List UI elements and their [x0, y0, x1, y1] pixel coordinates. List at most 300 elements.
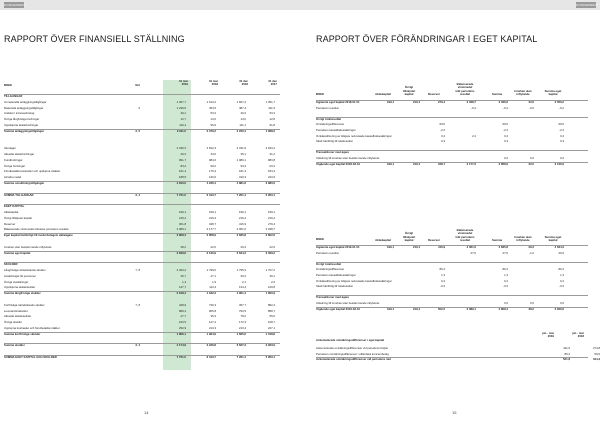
- cell-value: 53,3: [210, 111, 216, 116]
- cell-value: 188,5: [179, 175, 186, 180]
- col-header-c7: Summa eget kapital: [544, 88, 562, 96]
- table-row: [316, 145, 588, 149]
- cell-value: 55,0: [269, 314, 275, 319]
- cell-value: 93,3: [240, 163, 246, 168]
- row-label: Summa anläggningstillgångar: [4, 128, 44, 133]
- cell-value: 219,4: [413, 306, 420, 311]
- table-row: [4, 227, 280, 231]
- row-label: Summa omsättningstillgångar: [4, 181, 45, 185]
- row-label: Upplupna kostnader och förutbetalda intäkter: [4, 326, 60, 330]
- cell-value: 2 061,6: [236, 227, 246, 232]
- cell-value: 2,2: [472, 133, 476, 138]
- cell-value: 502,0: [438, 306, 445, 311]
- row-divider: [4, 251, 280, 252]
- row-label: Periodens resultat: [316, 250, 339, 255]
- cell-value: 38,2: [528, 306, 534, 311]
- cell-value: 1 968,3: [265, 128, 275, 133]
- cell-value: 2 946,8: [206, 343, 216, 348]
- cell-value: 53,3: [269, 111, 275, 116]
- cell-value: 310,3: [239, 175, 246, 180]
- table-row: [4, 100, 280, 104]
- row-label: Innehav utan bestämmande inflytande: [4, 244, 52, 249]
- row-label: Skatt hänförlig till totalresultat: [316, 284, 353, 289]
- cell-value: 214,3: [209, 326, 216, 330]
- cell-value: -6,2: [559, 105, 564, 110]
- table-row: [4, 210, 280, 214]
- row-label: Övrigt tillskjutet kapital: [4, 215, 32, 220]
- row-note: 3, 5: [135, 128, 140, 133]
- row-label: Periodens omräkningsdifferenser i utländska koncernbolag: [316, 351, 389, 356]
- col-header-c7: Summa eget kapital: [544, 234, 562, 242]
- cell-value: 0,0: [504, 301, 508, 305]
- cell-value: 199,1: [179, 210, 186, 214]
- cell-value: 69,5: [558, 122, 564, 127]
- cell-value: 110,4: [179, 123, 186, 127]
- cell-value: 78,2: [240, 314, 246, 319]
- table-row: [316, 251, 588, 255]
- cell-value: 29,3: [528, 245, 534, 249]
- cell-value: 31,2: [269, 152, 275, 156]
- cell-value: 172,3: [239, 320, 246, 325]
- cell-value: 1 964,9: [206, 331, 216, 336]
- cell-value: 793,5: [239, 308, 246, 313]
- row-divider: [4, 181, 280, 182]
- cell-value: 1 707,2: [265, 268, 275, 272]
- table-row: [4, 338, 280, 342]
- cell-value: 2 059,2: [554, 100, 564, 104]
- col-header-label: MSEK: [4, 83, 13, 87]
- cell-value: 279,4: [268, 221, 275, 226]
- page-title: RAPPORT ÖVER FINANSIELL STÄLLNING: [4, 34, 185, 44]
- cell-value: 30,3: [240, 273, 246, 278]
- cell-value: 1,3: [504, 273, 508, 277]
- cell-value: 2 177,7: [206, 227, 216, 232]
- row-label: EGET KAPITAL: [4, 204, 25, 209]
- row-divider: [316, 245, 588, 246]
- row-divider: [316, 307, 588, 308]
- row-divider: [316, 162, 588, 163]
- table-row: [4, 175, 280, 179]
- cell-value: 2 036,6: [498, 100, 508, 104]
- cell-value: 869,4: [179, 308, 186, 313]
- col-header-c3: Reserver: [428, 238, 440, 242]
- cell-value: 6 313,7: [206, 355, 216, 359]
- row-label: Utdelning till innehav utan bestämmande inflytande: [316, 156, 380, 160]
- cell-value: 2 812,3: [206, 146, 216, 151]
- cell-value: 2 089,1: [176, 227, 186, 232]
- cell-value: 199,1: [209, 210, 216, 214]
- row-label: Ackumulerade omräkningsdifferenser vid periodens slut: [316, 357, 392, 362]
- table-row: [316, 346, 600, 350]
- cell-value: 2,1: [242, 279, 246, 284]
- cell-value: 13,0: [240, 117, 246, 122]
- col-header-2018fy: 31 dec 2018: [239, 79, 248, 87]
- table-row: [316, 279, 588, 283]
- cell-value: 2 911,5: [176, 128, 186, 133]
- cell-value: 991,7: [179, 157, 186, 162]
- cell-value: 983,8: [268, 157, 275, 162]
- cell-value: -6,4: [503, 105, 508, 110]
- row-label: Transaktioner med ägare: [316, 150, 350, 155]
- cell-value: 274,8: [593, 346, 600, 350]
- cell-value: 181,3: [239, 169, 246, 174]
- cell-value: 219,4: [268, 215, 275, 220]
- col-header-c1: Aktiekapital: [375, 238, 391, 242]
- row-label: Förutbetalda kostnader och upplupna intäkter: [4, 169, 61, 174]
- table-row: [4, 198, 280, 202]
- row-divider: [316, 295, 588, 296]
- cell-value: 184,4: [268, 169, 275, 174]
- cell-value: 13,0: [210, 117, 216, 122]
- row-divider: [4, 193, 280, 194]
- row-label: Kundfordringar: [4, 157, 23, 162]
- cell-value: 219,4: [239, 215, 246, 220]
- col-header-2017fy: 31 dec 2017: [268, 79, 277, 87]
- cell-value: 35,3: [210, 314, 216, 319]
- table-row: [4, 285, 280, 289]
- cell-value: 1 795,3: [236, 268, 246, 272]
- cell-value: 22,6: [528, 100, 534, 104]
- row-label: Omklassificering av tidigare redovisade kassaflödessäkringar: [316, 278, 392, 283]
- row-divider: [4, 355, 280, 356]
- cell-value: 130,0: [209, 175, 216, 180]
- cell-value: 348,7: [438, 161, 445, 166]
- cell-value: 984,0: [209, 157, 216, 162]
- page-number: 15: [452, 410, 457, 415]
- cell-value: 91,8: [269, 123, 275, 127]
- cell-value: -2,3: [440, 128, 445, 132]
- table-row: [4, 268, 280, 272]
- cell-value: 199,1: [239, 210, 246, 214]
- cell-value: 301,8: [179, 221, 186, 226]
- cell-value: 163,5: [179, 320, 186, 325]
- table-row: [4, 111, 280, 115]
- col-header-c2: Övrigt tillskjutet kapital: [402, 85, 416, 96]
- cell-value: -0,3: [559, 284, 564, 289]
- cell-value: 4 174,9: [176, 343, 186, 348]
- table-row: [4, 123, 280, 127]
- col-header-label-2: MSEK: [316, 237, 325, 241]
- table-row: [4, 326, 280, 330]
- row-label: Övriga fordringar: [4, 163, 25, 168]
- row-label: Summa eget kapital: [4, 250, 31, 255]
- table-row: [4, 169, 280, 173]
- cell-value: 2 634,3: [554, 245, 564, 249]
- table-row: [4, 309, 280, 313]
- header-bar: [300, 0, 600, 10]
- col-header-2018q1: 31 mar 2018: [208, 79, 218, 87]
- cell-value: 27,7: [180, 314, 186, 319]
- col-header-c1: Aktiekapital: [375, 92, 391, 96]
- col-header-c5: Summa: [491, 92, 503, 96]
- cell-value: 227,1: [268, 326, 275, 330]
- cell-value: 1 018,8: [265, 331, 275, 336]
- cell-value: 176,4: [209, 169, 216, 174]
- row-label: Periodens resultat: [316, 105, 339, 110]
- cell-value: 69,5: [502, 122, 508, 127]
- cell-value: 99,2: [210, 163, 216, 168]
- cell-value: 2 136,9: [554, 161, 564, 166]
- row-divider: [4, 233, 280, 234]
- cell-value: 2 808,4: [498, 306, 508, 311]
- row-label: Skatt hänförlig till totalresultat: [316, 139, 353, 144]
- table-row: [316, 122, 588, 126]
- row-label: Kortfristiga räntebärande skulder: [4, 302, 45, 307]
- cell-value: 27,5: [470, 250, 476, 255]
- table-row: [316, 128, 588, 132]
- cell-value: 1 665,6: [236, 331, 246, 336]
- table-row: [4, 239, 280, 243]
- row-label: Summa långfristiga skulder: [4, 291, 41, 296]
- col-header-c5: Summa: [491, 238, 503, 242]
- section-tag: KONCERNEN: [4, 3, 25, 7]
- cell-value: 2 331,9: [236, 146, 246, 151]
- cell-value: 134,4: [239, 285, 246, 290]
- cell-value: 5 953,1: [265, 355, 275, 359]
- cell-value: 0,0: [530, 156, 534, 160]
- cell-value: 1,3: [560, 273, 564, 277]
- cell-value: 416,9: [438, 245, 445, 249]
- row-label: Transaktioner med ägare: [316, 295, 350, 300]
- col-header-c6: Innehav utan inflytande: [514, 234, 532, 242]
- row-divider: [316, 357, 588, 358]
- cell-value: 2,0: [271, 279, 275, 284]
- right-page: [300, 0, 600, 424]
- row-divider: [316, 117, 588, 118]
- cell-value: -2,3: [559, 128, 564, 132]
- row-label: Likvida medel: [4, 175, 22, 180]
- cell-value: 34,0: [210, 152, 216, 156]
- row-label: SUMMA EGET KAPITAL OCH SKULDER: [4, 355, 57, 359]
- cell-value: 0,2: [441, 278, 445, 283]
- table-row: [316, 156, 588, 160]
- cell-value: -0,3: [503, 284, 508, 289]
- cell-value: 2 038,7: [466, 100, 476, 104]
- row-label: SUMMA TILLGÅNGAR: [4, 192, 34, 197]
- cell-value: 30,1: [269, 273, 275, 278]
- cell-value: -1,0: [529, 250, 534, 255]
- cell-value: 108,7: [268, 320, 275, 325]
- cell-value: -0,3: [440, 284, 445, 289]
- col-header-jan-mar-2018: jan - mar 2018: [572, 331, 584, 339]
- cell-value: 1 307,7: [176, 99, 186, 104]
- row-label: Summa skulder: [4, 343, 25, 348]
- row-note: 7, 8: [135, 268, 140, 272]
- cell-value: 213,4: [239, 326, 246, 330]
- cell-value: 96,9: [210, 123, 216, 127]
- cell-value: 69,5: [439, 122, 445, 127]
- cell-value: 3 980,6: [265, 181, 275, 185]
- table-row: [4, 256, 280, 260]
- cell-value: 348,7: [209, 221, 216, 226]
- cell-value: 2 029,2: [265, 250, 275, 255]
- table-row: [4, 152, 280, 156]
- col-header-c2: Övrigt tillskjutet kapital: [402, 231, 416, 242]
- cell-value: 199,1: [387, 161, 394, 166]
- cell-value: 0,3: [441, 139, 445, 144]
- table-row: [316, 256, 588, 260]
- row-label: Utgående eget kapital 2018-03-31: [316, 161, 360, 166]
- cell-value: 219,4: [179, 215, 186, 220]
- cell-value: 0,2: [504, 278, 508, 283]
- row-divider: [4, 343, 280, 344]
- cell-value: 4 236,4: [206, 181, 216, 185]
- cell-value: 2 634,3: [236, 250, 246, 255]
- cell-value: 243,6: [268, 175, 275, 180]
- cell-value: 411,6: [563, 346, 570, 350]
- row-label: Aktuella skatteskulder: [4, 314, 32, 319]
- cell-value: 5 953,1: [265, 192, 275, 197]
- row-divider: [316, 100, 588, 101]
- cell-value: 2 177,6: [466, 161, 476, 166]
- row-label: Omräkningsdifferenser: [316, 267, 345, 272]
- cell-value: 1 961,4: [236, 291, 246, 296]
- row-label: Aktiekapital: [4, 210, 19, 214]
- section-tag: KONCERNEN: [576, 3, 597, 7]
- table-row: [316, 111, 588, 115]
- col-header-c4: Balanserade vinstmedel inkl periodens resultat: [455, 81, 475, 97]
- cell-value: 69,5: [594, 351, 600, 356]
- cell-value: 2 802,6: [265, 233, 275, 238]
- cell-value: 49,1: [180, 111, 186, 116]
- cell-value: 2 089,1: [466, 306, 476, 311]
- cell-value: 521,8: [563, 357, 570, 362]
- cell-value: 852,2: [268, 302, 275, 307]
- cell-value: 22,6: [269, 244, 275, 249]
- cell-value: 111,1: [239, 123, 246, 127]
- cell-value: 2 858,9: [206, 233, 216, 238]
- cell-value: 2 923,9: [265, 343, 275, 348]
- row-label: Immateriella anläggningstillgångar: [4, 99, 47, 104]
- cell-value: 12,7: [180, 117, 186, 122]
- cell-value: 0,0: [504, 156, 508, 160]
- cell-value: 7 261,4: [236, 355, 246, 359]
- table-row: [4, 297, 280, 301]
- table-row: [4, 135, 280, 139]
- row-label: Periodens kassaflödessäkringar: [316, 128, 356, 132]
- table-row: [4, 245, 280, 249]
- col-header-note: Not: [135, 83, 140, 87]
- row-label: Varulager: [4, 146, 16, 151]
- cell-value: 2 643,4: [265, 146, 275, 151]
- cell-value: 344,3: [593, 357, 600, 362]
- row-label: Aktuella skattefordringar: [4, 152, 35, 156]
- cell-value: 2 858,9: [498, 161, 508, 166]
- table-row: [4, 303, 280, 307]
- table-row: [316, 284, 588, 288]
- cell-value: 0,0: [530, 301, 534, 305]
- cell-value: 219,4: [413, 161, 420, 166]
- cell-value: 0,2: [560, 278, 564, 283]
- cell-value: 2 808,4: [176, 233, 186, 238]
- cell-value: 2 079,2: [206, 128, 216, 133]
- cell-value: 1 080,1: [236, 157, 246, 162]
- cell-value: 7 261,4: [236, 192, 246, 197]
- cell-value: 27,5: [502, 250, 508, 255]
- cell-value: 1 942,3: [206, 291, 216, 296]
- cell-value: 2 618,4: [176, 291, 186, 296]
- row-label: Övrigt totalresultat: [316, 116, 342, 121]
- cell-value: 487,4: [239, 105, 246, 110]
- cell-value: 129,8: [268, 285, 275, 290]
- cell-value: 35,1: [240, 152, 246, 156]
- cell-value: 147,7: [179, 285, 186, 290]
- table-row: [4, 349, 280, 353]
- cell-value: 161,4: [179, 169, 186, 174]
- row-divider: [4, 262, 280, 263]
- cell-value: -0,6: [529, 105, 534, 110]
- header-bar: [0, 0, 300, 10]
- cell-value: 2 230,4: [236, 128, 246, 133]
- row-label: SKULDER: [4, 262, 18, 267]
- cell-value: 12,8: [269, 117, 275, 122]
- cell-value: 1 613,2: [206, 99, 216, 104]
- cell-value: 49,3: [240, 111, 246, 116]
- cell-value: 38,2: [180, 244, 186, 249]
- table-row: [316, 134, 588, 138]
- row-divider: [4, 204, 280, 205]
- cell-value: 279,4: [438, 100, 445, 104]
- row-label: Avsättningar till pensioner: [4, 273, 36, 278]
- cell-value: 0,2: [441, 133, 445, 138]
- cell-value: 7 721,5: [176, 192, 186, 197]
- table-row: [4, 216, 280, 220]
- cell-value: 40,3: [180, 152, 186, 156]
- cell-value: 86,4: [439, 267, 445, 272]
- table-row: [4, 274, 280, 278]
- cell-value: 0,2: [560, 133, 564, 138]
- cell-value: 2 403,4: [176, 268, 186, 272]
- cell-value: 858,7: [268, 308, 275, 313]
- cell-value: 3 627,3: [236, 343, 246, 348]
- row-note: 7, 8: [135, 302, 140, 307]
- row-divider: [316, 262, 588, 263]
- table-row: [4, 320, 280, 324]
- row-label: Leverantörsskulder: [4, 308, 28, 313]
- cell-value: 2 846,6: [176, 250, 186, 255]
- cell-value: 83,4: [180, 163, 186, 168]
- cell-value: 2 061,6: [466, 245, 476, 249]
- cell-value: 730,3: [209, 302, 216, 307]
- cell-value: 0,0: [560, 301, 564, 305]
- table-row: [4, 106, 280, 110]
- cell-value: 252,9: [179, 326, 186, 330]
- row-divider: [316, 150, 588, 151]
- cell-value: 4 810,0: [176, 181, 186, 185]
- col-header-jan-mar-2019: jan - mar 2019: [542, 331, 554, 339]
- cell-value: 127,2: [209, 320, 216, 325]
- col-header-2019q1: 31 mar 2019: [178, 79, 188, 87]
- cell-value: 367,7: [239, 302, 246, 307]
- row-label: Omräkningsdifferenser: [316, 122, 345, 127]
- table-row: [316, 301, 588, 305]
- row-label: Balanserade vinstmedel inklusive periodens resultat: [4, 227, 69, 232]
- cell-value: 1 799,0: [206, 268, 216, 272]
- cell-value: 86,4: [558, 267, 564, 272]
- row-label: Övriga långfristiga fordringar: [4, 117, 40, 122]
- cell-value: -2,3: [503, 128, 508, 132]
- cell-value: 219,4: [413, 100, 420, 104]
- row-label: Ingående eget kapital 2019-01-01: [316, 245, 360, 249]
- table-row: [4, 158, 280, 162]
- cell-value: 63,3: [269, 163, 275, 168]
- cell-value: 26,5: [558, 250, 564, 255]
- cell-value: 113,4: [209, 285, 216, 290]
- row-label: Summa kortfristiga skulder: [4, 331, 41, 336]
- cell-value: 1 351,7: [265, 99, 275, 104]
- cell-value: 27,1: [210, 273, 216, 278]
- table-row: [316, 273, 588, 277]
